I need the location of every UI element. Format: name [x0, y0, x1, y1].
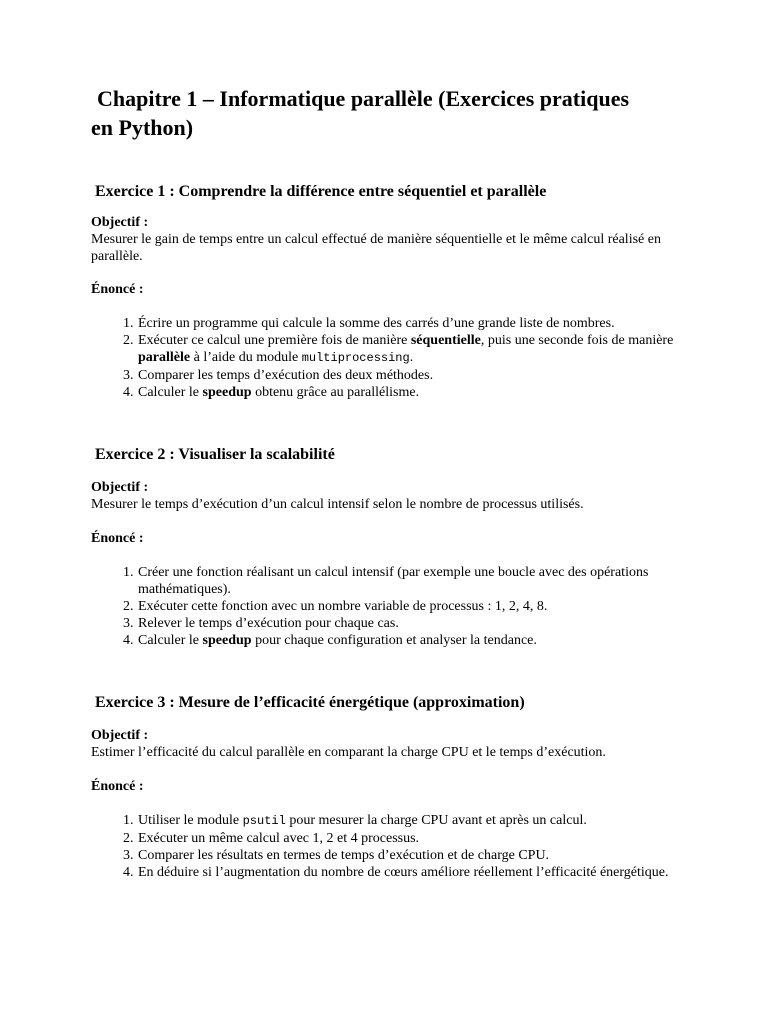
exercise-3-step-2: 2. Exécuter un même calcul avec 1, 2 et 4 processus.	[137, 830, 691, 847]
exercise-2-objective-label: Objectif :	[91, 480, 149, 495]
exercise-3-steps	[91, 812, 691, 881]
module-name-multiprocessing: multiprocessing	[301, 351, 410, 365]
exercise-2-enonce-label: Énoncé :	[91, 531, 144, 546]
exercise-2-step-1: 1. Créer une fonction réalisant un calcul intensif (par exemple une boucle avec des opérations mathématiques).	[137, 564, 691, 598]
exercise-1-objective-label: Objectif :	[91, 215, 149, 230]
document-page	[91, 84, 691, 881]
exercise-2-title: Exercice 2 : Visualiser la scalabilité	[95, 446, 335, 463]
exercise-1-steps	[91, 315, 691, 401]
exercise-1-title: Exercice 1 : Comprendre la différence entre séquentiel et parallèle	[95, 183, 547, 200]
exercise-1-step-1: 1. Écrire un programme qui calcule la somme des carrés d’une grande liste de nombres.	[137, 315, 691, 332]
exercise-2	[91, 445, 691, 649]
exercise-3-step-4: 4. En déduire si l’augmentation du nombre de cœurs améliore réellement l’efficacité énergétique.	[137, 864, 691, 881]
exercise-2-step-4: 4. Calculer le speedup pour chaque configuration et analyser la tendance.	[137, 632, 691, 649]
exercise-2-step-2: 2. Exécuter cette fonction avec un nombre variable de processus : 1, 2, 4, 8.	[137, 598, 691, 615]
chapter-title-line2: en Python)	[91, 115, 194, 140]
module-name-psutil: psutil	[242, 814, 286, 828]
exercise-1-step-2: 2. Exécuter ce calcul une première fois de manière séquentielle, puis une seconde fois de manière parallèle à l’aide du module multiprocessing.	[137, 332, 691, 367]
exercise-3-step-3: 3. Comparer les résultats en termes de temps d’exécution et de charge CPU.	[137, 847, 691, 864]
exercise-3-title: Exercice 3 : Mesure de l’efficacité énergétique (approximation)	[95, 694, 525, 711]
exercise-3-step-1: 1. Utiliser le module psutil pour mesurer la charge CPU avant et après un calcul.	[137, 812, 691, 830]
exercise-1	[91, 182, 691, 401]
exercise-3-objective-label: Objectif :	[91, 728, 149, 743]
chapter-title	[91, 84, 691, 142]
exercise-3-objective-text: Estimer l’efficacité du calcul parallèle en comparant la charge CPU et le temps d’exécution.	[91, 745, 606, 760]
exercise-1-step-3: 3. Comparer les temps d’exécution des deux méthodes.	[137, 367, 691, 384]
exercise-2-objective-text: Mesurer le temps d’exécution d’un calcul intensif selon le nombre de processus utilisés.	[91, 497, 584, 512]
exercise-3-enonce-label: Énoncé :	[91, 779, 144, 794]
exercise-1-step-4: 4. Calculer le speedup obtenu grâce au parallélisme.	[137, 384, 691, 401]
exercise-2-steps	[91, 564, 691, 649]
exercise-2-step-3: 3. Relever le temps d’exécution pour chaque cas.	[137, 615, 691, 632]
chapter-title-line1: Chapitre 1 – Informatique parallèle (Exercices pratiques	[97, 86, 630, 111]
exercise-1-objective-text: Mesurer le gain de temps entre un calcul effectué de manière séquentielle et le même calcul réalisé en parallèle.	[91, 232, 661, 264]
exercise-3	[91, 693, 691, 881]
exercise-1-enonce-label: Énoncé :	[91, 282, 144, 297]
